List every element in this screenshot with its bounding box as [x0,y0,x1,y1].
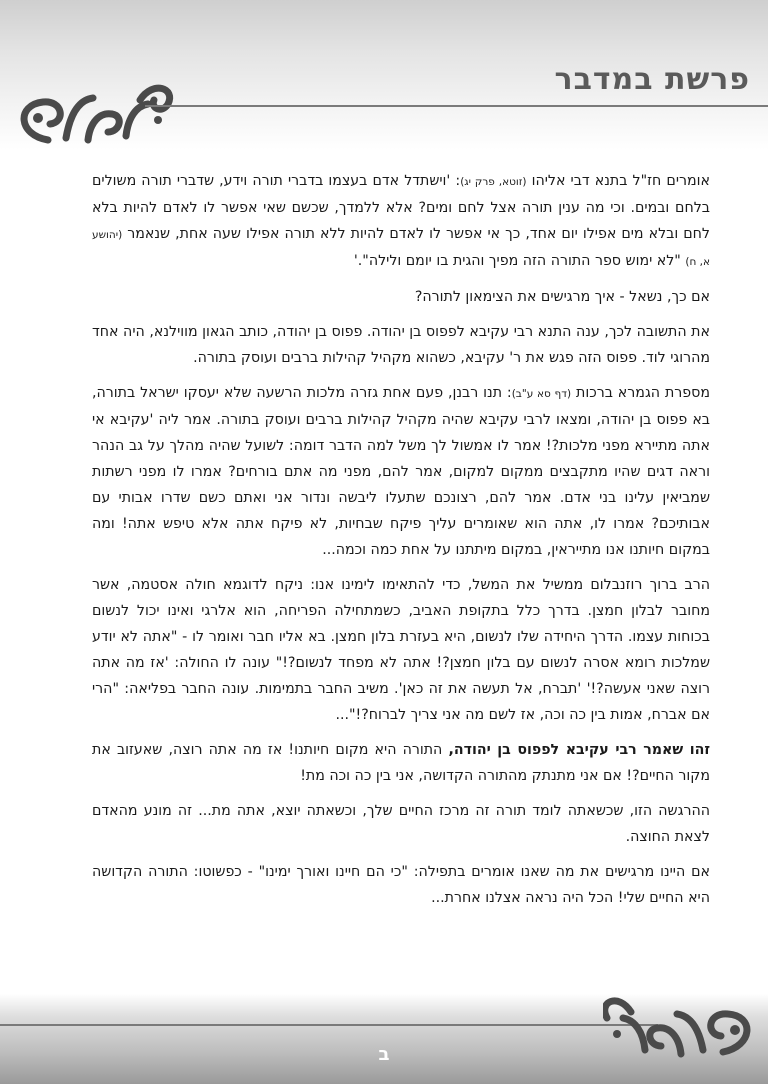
paragraph: מספרת הגמרא ברכות (דף סא ע"ב): תנו רבנן, פעם אחת גזרה מלכות הרשעה שלא יעסקו ישראל בתורה, בא פפוס בן יהודה, ומצאו לרבי עקיבא שהיה מקהיל קהילות ברבים ועוסק בתורה. אמר ליה 'עקיבא אי אתה מתיירא מפני מלכות?! אמר לו אמשול לך משל למה הדבר דומה: לשועל שהיה מהלך על גב הנהר וראה דגים שהיו מתקבצים ממקום למקום, אמר להם, מפני מה אתם בורחים? אמרו לו מפני רשתות שמביאין עלינו בני אדם. אמר להם, רצונכם שתעלו ליבשה ונדור אני ואתם כשם שדרו אבותי עם אבותיכם? אמרו לו, אתה הוא שאומרים עליך פיקח שבחיות, לא פיקח אתה אלא טיפש אתה! ומה במקום חיותנו אנו מתייראין, במקום מיתתנו על אחת כמה וכמה... [92,385,710,558]
article-body [92,168,710,920]
paragraph: את התשובה לכך, ענה התנא רבי עקיבא לפפוס בן יהודה. פפוס בן יהודה, כותב הגאון מווילנא, היה אחד מהרוגי לוד. פפוס הזה פגש את ר' עקיבא, כשהוא מקהיל קהילות ברבים ועוסק בתורה. [92,324,710,366]
flourish-ornament-icon [8,60,178,155]
source-citation: (יהושע א, ח) [92,229,710,268]
header-divider [145,105,768,107]
paragraph: ההרגשה הזו, שכשאתה לומד תורה זה מרכז החיים שלך, וכשאתה יוצא, אתה מת... זה מונע מהאדם לצאת החוצה. [92,803,710,845]
page-header [0,0,768,150]
paragraph: אומרים חז"ל בתנא דבי אליהו (זוטא, פרק יג): 'וישתדל אדם בעצמו בדברי תורה וידע, שדברי תורה משולים בלחם ובמים. וכי מה ענין תורה אצל לחם ומים? אלא ללמדך, שכשם שאי אפשר לו לאדם להיות בלא לחם ובלא מים אפילו יום אחד, כך אי אפשר לו לאדם להיות ללא תורה אפילו שעה אחת, שנאמר (יהושע א, ח) "לא ימוש ספר התורה הזה מפיך והגית בו יומם ולילה".' [92,173,710,269]
paragraph: אם כך, נשאל - איך מרגישים את הצימאון לתורה? [414,289,710,305]
bold-lead: זהו שאמר רבי עקיבא לפפוס בן יהודה, [448,742,710,758]
page-title: פרשת במדבר [554,62,750,97]
footer-divider [0,1024,658,1026]
source-citation: (זוטא, פרק יג) [460,176,527,188]
source-citation: (דף סא ע"ב) [511,388,572,400]
paragraph: הרב ברוך רוזנבלום ממשיל את המשל, כדי להתאימו לימינו אנו: ניקח לדוגמא חולה אסטמה, אשר מחובר לבלון חמצן. בדרך כלל בתקופת האביב, כשמתחילה הפריחה, הוא אלרגי ואינו יכול לנשום בכוחות עצמו. הדרך היחידה שלו לנשום, היא בעזרת בלון חמצן. בא אליו חבר ואומר לו - "אתה לא יודע שמלכות רומא אסרה לנשום עם בלון חמצן?! אתה לא מפחד לנשום?!" עונה לו החולה: 'אז מה אתה רוצה שאני אעשה?!' 'תברח, אל תעשה את זה כאן'. משיב החבר בתמימות. עונה החבר בפליאה: "הרי אם אברח, אמות בין כה וכה, אז לשם מה אני צריך לברוח?!"... [92,577,710,723]
paragraph: זהו שאמר רבי עקיבא לפפוס בן יהודה, התורה היא מקום חיותנו! אז מה אתה רוצה, שאעזוב את מקור החיים?! אם אני מתנתק מהתורה הקדושה, אני בין כה וכה מת! [92,742,710,784]
paragraph: אם היינו מרגישים את מה שאנו אומרים בתפילה: "כי הם חיינו ואורך ימינו" - כפשוטו: התורה הקדושה היא החיים שלי! הכל היה נראה אצלנו אחרת... [92,864,710,906]
page-number: ב [378,1044,390,1065]
